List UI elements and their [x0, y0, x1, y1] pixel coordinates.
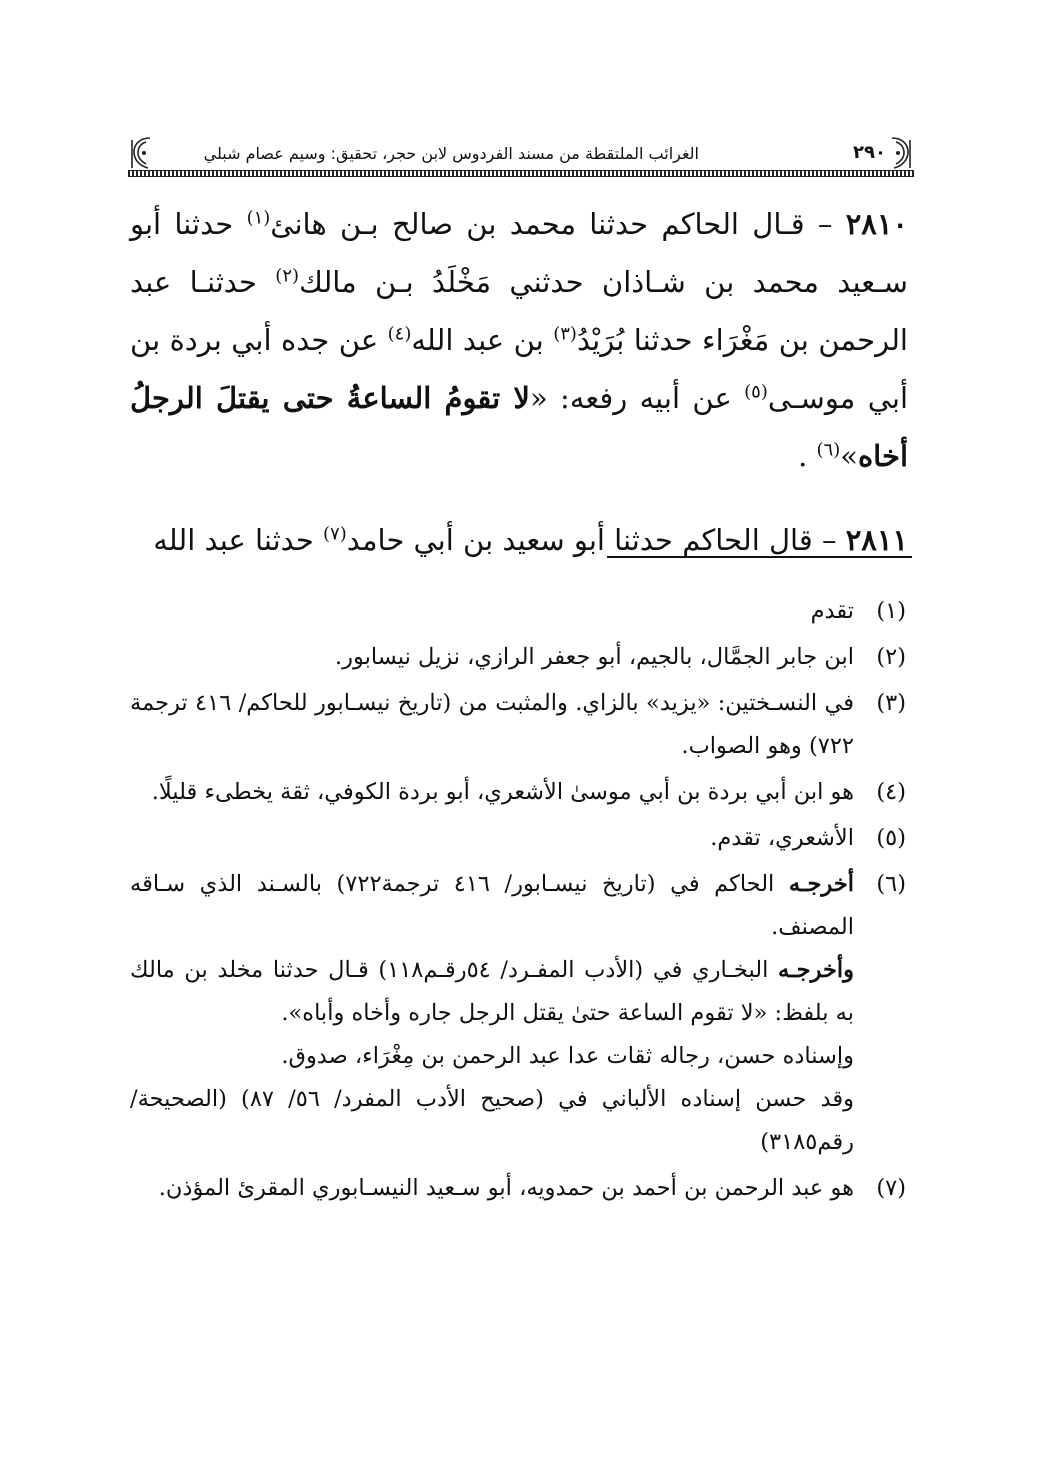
footnote-number: (٦): [876, 871, 906, 897]
hadith-text: عن جده أبي بردة بن أبي موسـى: [130, 323, 908, 415]
footnote-text: البخـاري في (الأدب المفـرد/ ٥٤رقـم١١٨) قـال حدثنا مخلد بن مالك به بلفظ: «لا تقوم الساعة حتىٰ يقتل الرجل جاره وأخاه وأباه».: [130, 957, 854, 1026]
footnote-number: (٧): [876, 1175, 906, 1201]
hadith-matn: لا تقومُ الساعةُ حتى يقتلَ الرجلُ أخاه: [130, 381, 908, 473]
hadith-number: ٢٨١١: [845, 523, 908, 557]
hadith-text: .: [798, 439, 817, 473]
footnote-text: وإسناده حسن، رجاله ثقات عدا عبد الرحمن بن مِغْرَاء، صدوق.: [281, 1043, 854, 1069]
running-title: الغرائب الملتقطة من مسند الفردوس لابن حجر، تحقيق: وسيم عصام شبلي: [203, 144, 699, 163]
footnote-6: [130, 863, 906, 1164]
footnote-ref[interactable]: (١): [246, 207, 271, 229]
footnote-ref[interactable]: (٤): [387, 323, 412, 345]
header-border: [128, 170, 914, 177]
footnote-text: الأشعري، تقدم.: [710, 825, 854, 851]
hadith-text: – قـال الحاكم حدثنا محمد بن صالح بـن هانئ: [270, 207, 846, 241]
footnote-paragraph: [130, 1078, 854, 1164]
footnotes: [130, 590, 906, 1210]
ornament-icon: [128, 136, 154, 170]
hadith-text: عن أبيه رفعه: «: [529, 381, 745, 415]
footnote-text: هو عبد الرحمن بن أحمد بن حمدويه، أبو سـعيد النيسـابوري المقرئ المؤذن.: [158, 1175, 854, 1201]
footnote-text: ابن جابر الجمَّال، بالجيم، أبو جعفر الرازي، نزيل نيسابور.: [335, 644, 854, 670]
footnote-paragraph: [130, 949, 854, 1035]
hadith-2810: [130, 195, 908, 485]
footnote-text: وقد حسن إسناده الألباني في (صحيح الأدب المفرد/ ٥٦/ ٨٧) (الصحيحة/ رقم٣١٨٥): [130, 1086, 854, 1155]
footnote-bold: وأخرجـه: [777, 957, 854, 983]
footnote-number: (١): [876, 598, 906, 624]
footnote-bold: أخرجـه: [788, 871, 854, 897]
hadith-number: ٢٨١٠: [845, 207, 909, 241]
hadith-text: بن عبد الله: [411, 323, 554, 357]
ornament-icon: [888, 136, 914, 170]
footnote-paragraph: [130, 863, 854, 949]
hadith-2811: [130, 511, 908, 569]
hadith-text: »: [840, 439, 858, 473]
footnote-2: [130, 636, 906, 679]
footnote-ref[interactable]: (٧): [323, 523, 347, 545]
page-header: [128, 132, 914, 174]
footnote-4: [130, 771, 906, 814]
footnote-number: (٤): [876, 779, 906, 805]
footnote-7: [130, 1167, 906, 1210]
footnote-number: (٥): [876, 825, 906, 851]
footnote-text: في النسـختين: «يزيد» بالزاي. والمثبت من (تاريخ نيسـابور للحاكم/ ٤١٦ ترجمة ٧٢٢) وهو الصواب.: [130, 690, 854, 759]
footnote-separator: [607, 556, 912, 558]
footnote-ref[interactable]: (٥): [744, 381, 768, 403]
footnote-text: تقدم: [810, 598, 854, 624]
main-text: [130, 195, 908, 569]
footnote-number: (٢): [876, 644, 906, 670]
footnote-ref[interactable]: (٢): [275, 265, 300, 287]
footnote-text: هو ابن أبي بردة بن أبي موسىٰ الأشعري، أبو بردة الكوفي، ثقة يخطىء قليلًا.: [151, 779, 854, 805]
footnote-5: [130, 817, 906, 860]
footnote-paragraph: [130, 1035, 854, 1078]
hadith-text: حدثنا أبو سـعيد محمد بن شـاذان حدثني مَخْلَدُ بـن مالك: [130, 207, 908, 299]
footnote-ref[interactable]: (٦): [816, 439, 841, 461]
footnote-3: [130, 682, 906, 768]
footnote-1: [130, 590, 906, 633]
hadith-text: حدثنـا عبد الرحمن بن مَغْرَاء حدثنا بُرَيْدُ: [130, 265, 908, 357]
footnote-number: (٣): [876, 690, 906, 716]
page-number: ٢٩٠: [853, 142, 886, 163]
hadith-text: حدثنا عبد الله: [153, 523, 324, 557]
hadith-text: – قال الحاكم حدثنا أبو سعيد بن أبي حامد: [346, 523, 846, 557]
footnote-text: الحاكم في (تاريخ نيسـابور/ ٤١٦ ترجمة٧٢٢) بالسـند الذي سـاقه المصنف.: [130, 871, 854, 940]
footnote-ref[interactable]: (٣): [553, 323, 577, 345]
